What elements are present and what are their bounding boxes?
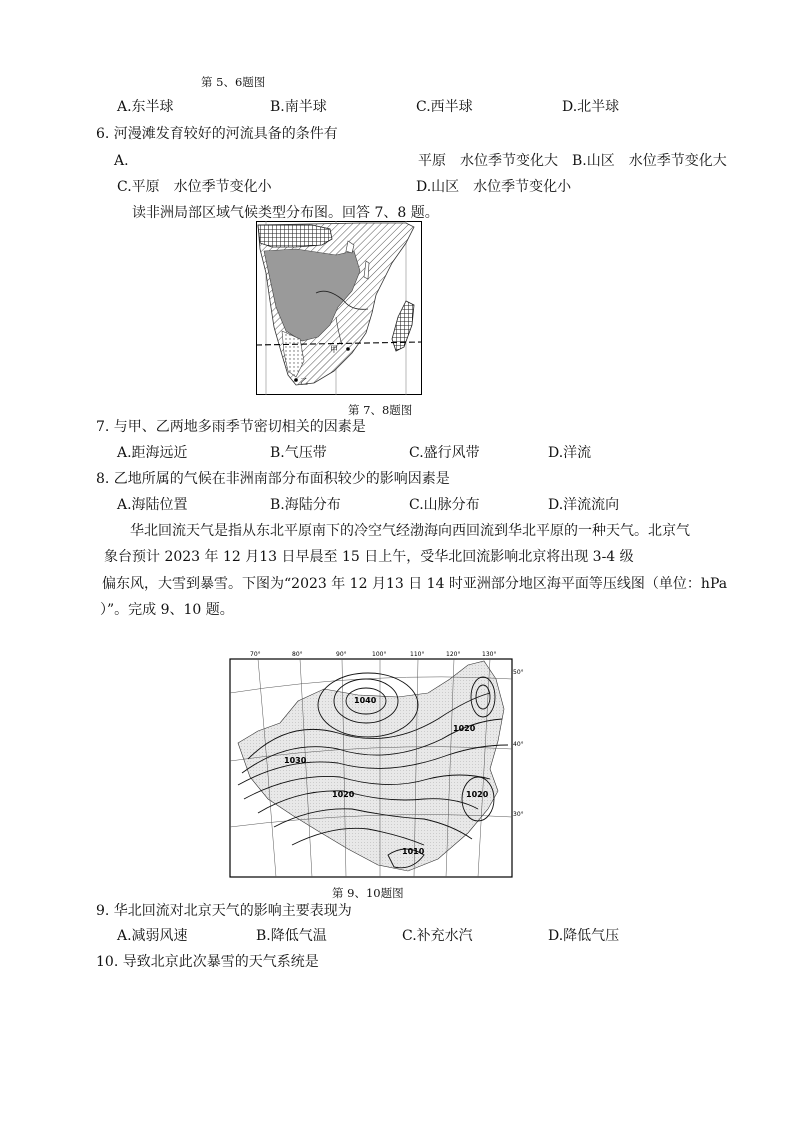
- q6-option-d: D.山区 水位季节变化小: [416, 179, 572, 195]
- isobar-label-1020-ne: 1020: [453, 724, 476, 733]
- q9-option-c: C.补充水汽: [402, 928, 473, 944]
- lon-label-100: 100°: [372, 651, 387, 658]
- q9-option-a: A.减弱风速: [117, 928, 188, 944]
- q6-stem: 6. 河漫滩发育较好的河流具备的条件有: [96, 126, 338, 142]
- q6-option-a-text: 平原 水位季节变化大: [418, 153, 558, 169]
- lon-label-130: 130°: [482, 651, 497, 658]
- passage-line-1: 华北回流天气是指从东北平原南下的冷空气经渤海向西回流到华北平原的一种天气。北京气: [130, 523, 690, 539]
- q8-stem: 8. 乙地所属的气候在非洲南部分布面积较少的影响因素是: [96, 471, 450, 487]
- lat-label-50: 50°: [513, 669, 524, 676]
- q6-option-a-label: A.: [114, 153, 129, 169]
- q5-option-b: B.南半球: [270, 99, 327, 115]
- figure-caption-5-6: 第 5、6题图: [201, 75, 266, 89]
- q9-option-b: B.降低气温: [256, 928, 327, 944]
- q8-option-b: B.海陆分布: [270, 497, 341, 513]
- q8-option-c: C.山脉分布: [409, 497, 480, 513]
- q5-option-a: A.东半球: [117, 99, 174, 115]
- label-yi: 乙: [300, 377, 308, 386]
- q6-option-c: C.平原 水位季节变化小: [117, 179, 272, 195]
- q7-option-a: A.距海远近: [117, 445, 188, 461]
- isobar-label-1020-east: 1020: [466, 790, 489, 799]
- q9-option-d: D.降低气压: [548, 928, 620, 944]
- q6-option-b: B.山区 水位季节变化大: [572, 153, 727, 169]
- q8-option-a: A.海陆位置: [117, 497, 188, 513]
- q7-option-b: B.气压带: [270, 445, 327, 461]
- lat-label-30: 30°: [513, 811, 524, 818]
- label-jia: 甲: [330, 345, 338, 354]
- q7-option-d: D.洋流: [548, 445, 592, 461]
- passage-line-3: 偏东风，大雪到暴雪。下图为“2023 年 12 月13 日 14 时亚洲部分地区海平面等压线图（单位：hPa: [102, 576, 728, 592]
- isobar-label-1010: 1010: [402, 847, 425, 856]
- q5-option-d: D.北半球: [562, 99, 620, 115]
- lat-label-40: 40°: [513, 741, 524, 748]
- africa-climate-map: [256, 221, 422, 395]
- isobar-label-1020-center: 1020: [332, 790, 355, 799]
- q8-option-d: D.洋流流向: [548, 497, 620, 513]
- isobar-map: [228, 649, 524, 879]
- passage-line-4: ）”。完成 9、10 题。: [100, 602, 234, 618]
- lon-label-90: 90°: [336, 651, 347, 658]
- intro-questions-7-8: 读非洲局部区域气候类型分布图。回答 7、8 题。: [132, 205, 439, 221]
- q9-stem: 9. 华北回流对北京天气的影响主要表现为: [96, 903, 352, 919]
- q10-stem: 10. 导致北京此次暴雪的天气系统是: [96, 954, 319, 970]
- lon-label-80: 80°: [292, 651, 303, 658]
- q7-option-c: C.盛行风带: [409, 445, 480, 461]
- figure-caption-7-8: 第 7、8题图: [348, 403, 413, 417]
- q7-stem: 7. 与甲、乙两地多雨季节密切相关的因素是: [96, 419, 366, 435]
- q5-option-c: C.西半球: [416, 99, 473, 115]
- isobar-label-1030: 1030: [284, 756, 307, 765]
- lon-label-110: 110°: [410, 651, 425, 658]
- figure-caption-9-10: 第 9、10题图: [332, 886, 404, 900]
- lon-label-70: 70°: [250, 651, 261, 658]
- isobar-label-1040: 1040: [354, 696, 377, 705]
- lon-label-120: 120°: [446, 651, 461, 658]
- passage-line-2: 象台预计 2023 年 12 月13 日早晨至 15 日上午，受华北回流影响北京将出现 3-4 级: [104, 549, 634, 565]
